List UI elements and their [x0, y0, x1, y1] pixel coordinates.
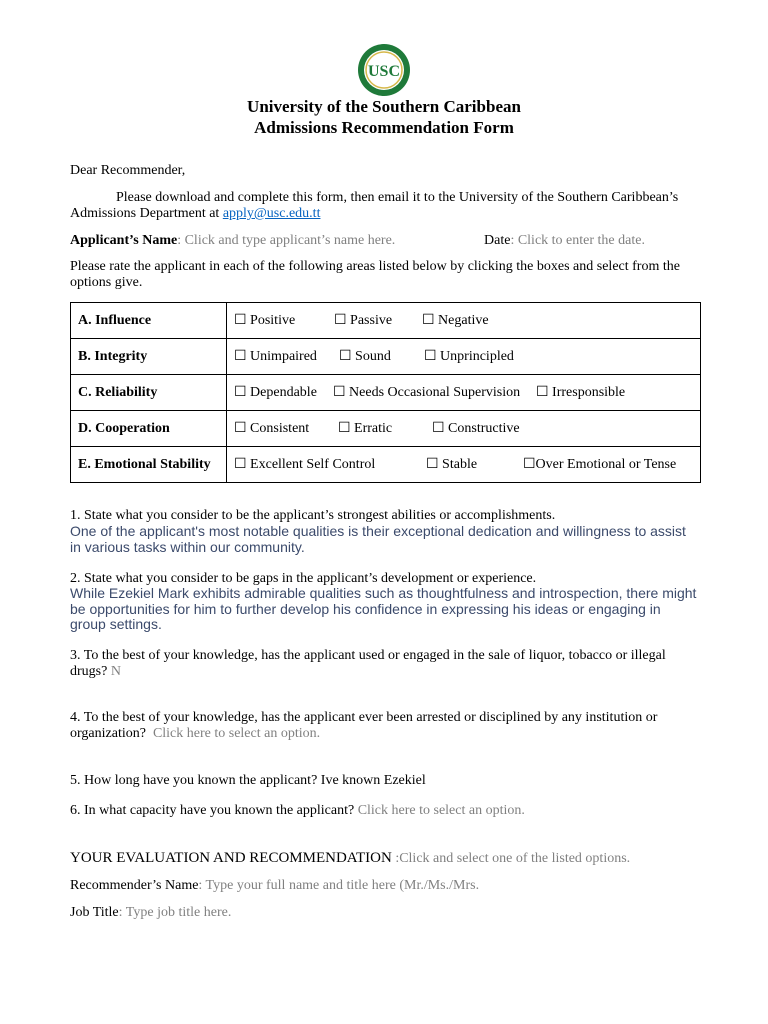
table-row	[71, 447, 701, 483]
option-checkbox[interactable]: ☐ Sound	[339, 349, 391, 364]
option-checkbox[interactable]: ☐Over Emotional or Tense	[523, 457, 677, 472]
option-checkbox[interactable]: ☐ Irresponsible	[536, 385, 626, 400]
question-3-row	[70, 648, 700, 680]
job-title-field[interactable]: : Type job title here.	[118, 905, 232, 920]
answer-4-dropdown[interactable]: Click here to select an option.	[152, 726, 321, 741]
rating-table	[70, 302, 701, 483]
question-4-row	[70, 710, 700, 742]
question-4: 4. To the best of your knowledge, has the applicant ever been arrested or disciplined by any institution or organization?	[70, 710, 658, 741]
evaluation-label: YOUR EVALUATION AND RECOMMENDATION	[70, 850, 392, 866]
row-label: B. Integrity	[71, 339, 227, 375]
answer-3-field[interactable]: N	[110, 664, 121, 679]
applicant-name-label: Applicant’s Name	[70, 233, 178, 248]
row-options	[227, 303, 701, 339]
job-title-row	[70, 905, 700, 921]
option-checkbox[interactable]: ☐ Consistent	[234, 421, 310, 436]
question-3: 3. To the best of your knowledge, has the applicant used or engaged in the sale of liquor, tobacco or illegal drugs?	[70, 648, 666, 679]
logo-text: USC	[367, 63, 401, 80]
option-checkbox[interactable]: ☐ Stable	[426, 457, 478, 472]
date-label: Date	[484, 233, 511, 248]
option-checkbox[interactable]: ☐ Constructive	[432, 421, 520, 436]
answer-2-field[interactable]: While Ezekiel Mark exhibits admirable qualities such as thoughtfulness and introspection, there might be opportunities for him to further develop his confidence in expressing his ideas or engaging in group settings.	[70, 585, 697, 632]
answer-6-dropdown[interactable]: Click here to select an option.	[357, 803, 525, 818]
job-title-label: Job Title	[70, 905, 119, 920]
recommender-name-field[interactable]: : Type your full name and title here (Mr./Ms./Mrs.	[198, 878, 480, 893]
university-name: University of the Southern Caribbean	[247, 97, 521, 116]
email-link[interactable]: apply@usc.edu.tt	[222, 206, 321, 221]
university-logo	[357, 43, 411, 97]
date-row	[484, 233, 704, 249]
option-checkbox[interactable]: ☐ Unprincipled	[424, 349, 514, 364]
answer-1-field[interactable]: One of the applicant's most notable qualities is their exceptional dedication and willingness to assist in various tasks within our community.	[70, 523, 686, 555]
date-field[interactable]: : Click to enter the date.	[510, 233, 645, 248]
row-label: D. Cooperation	[71, 411, 227, 447]
option-checkbox[interactable]: ☐ Excellent Self Control	[234, 457, 376, 472]
table-row	[71, 303, 701, 339]
row-label: C. Reliability	[71, 375, 227, 411]
question-5-row	[70, 773, 700, 789]
table-row	[71, 375, 701, 411]
instructions	[70, 190, 700, 222]
row-options	[227, 447, 701, 483]
rating-instructions: Please rate the applicant in each of the following areas listed below by clicking the boxes and select from the options give.	[70, 259, 680, 290]
option-checkbox[interactable]: ☐ Dependable	[234, 385, 317, 400]
table-row	[71, 411, 701, 447]
evaluation-dropdown[interactable]: :Click and select one of the listed options.	[395, 851, 631, 866]
question-1: 1. State what you consider to be the applicant’s strongest abilities or accomplishments.	[70, 508, 556, 523]
option-checkbox[interactable]: ☐ Unimpaired	[234, 349, 317, 364]
option-checkbox[interactable]: ☐ Negative	[422, 313, 489, 328]
row-label: E. Emotional Stability	[71, 447, 227, 483]
instructions-text: Please download and complete this form, then email it to the University of the Southern Caribbean’s Admissions Department at	[70, 190, 679, 221]
applicant-name-field[interactable]: : Click and type applicant’s name here.	[177, 233, 396, 248]
option-checkbox[interactable]: ☐ Positive	[234, 313, 296, 328]
recommender-row	[70, 878, 700, 894]
row-options	[227, 375, 701, 411]
row-options	[227, 411, 701, 447]
row-label: A. Influence	[71, 303, 227, 339]
question-6-row	[70, 803, 700, 819]
answer-5-field[interactable]: Ive known Ezekiel	[320, 773, 426, 788]
option-checkbox[interactable]: ☐ Erratic	[338, 421, 393, 436]
question-5: 5. How long have you known the applicant?	[70, 773, 318, 788]
option-checkbox[interactable]: ☐ Needs Occasional Supervision	[333, 385, 521, 400]
question-2: 2. State what you consider to be gaps in the applicant’s development or experience.	[70, 571, 537, 586]
recommender-name-label: Recommender’s Name	[70, 878, 199, 893]
row-options	[227, 339, 701, 375]
question-6: 6. In what capacity have you known the applicant?	[70, 803, 355, 818]
evaluation-row	[70, 850, 700, 867]
salutation: Dear Recommender,	[70, 163, 186, 178]
form-title: Admissions Recommendation Form	[254, 118, 514, 137]
option-checkbox[interactable]: ☐ Passive	[334, 313, 393, 328]
table-row	[71, 339, 701, 375]
